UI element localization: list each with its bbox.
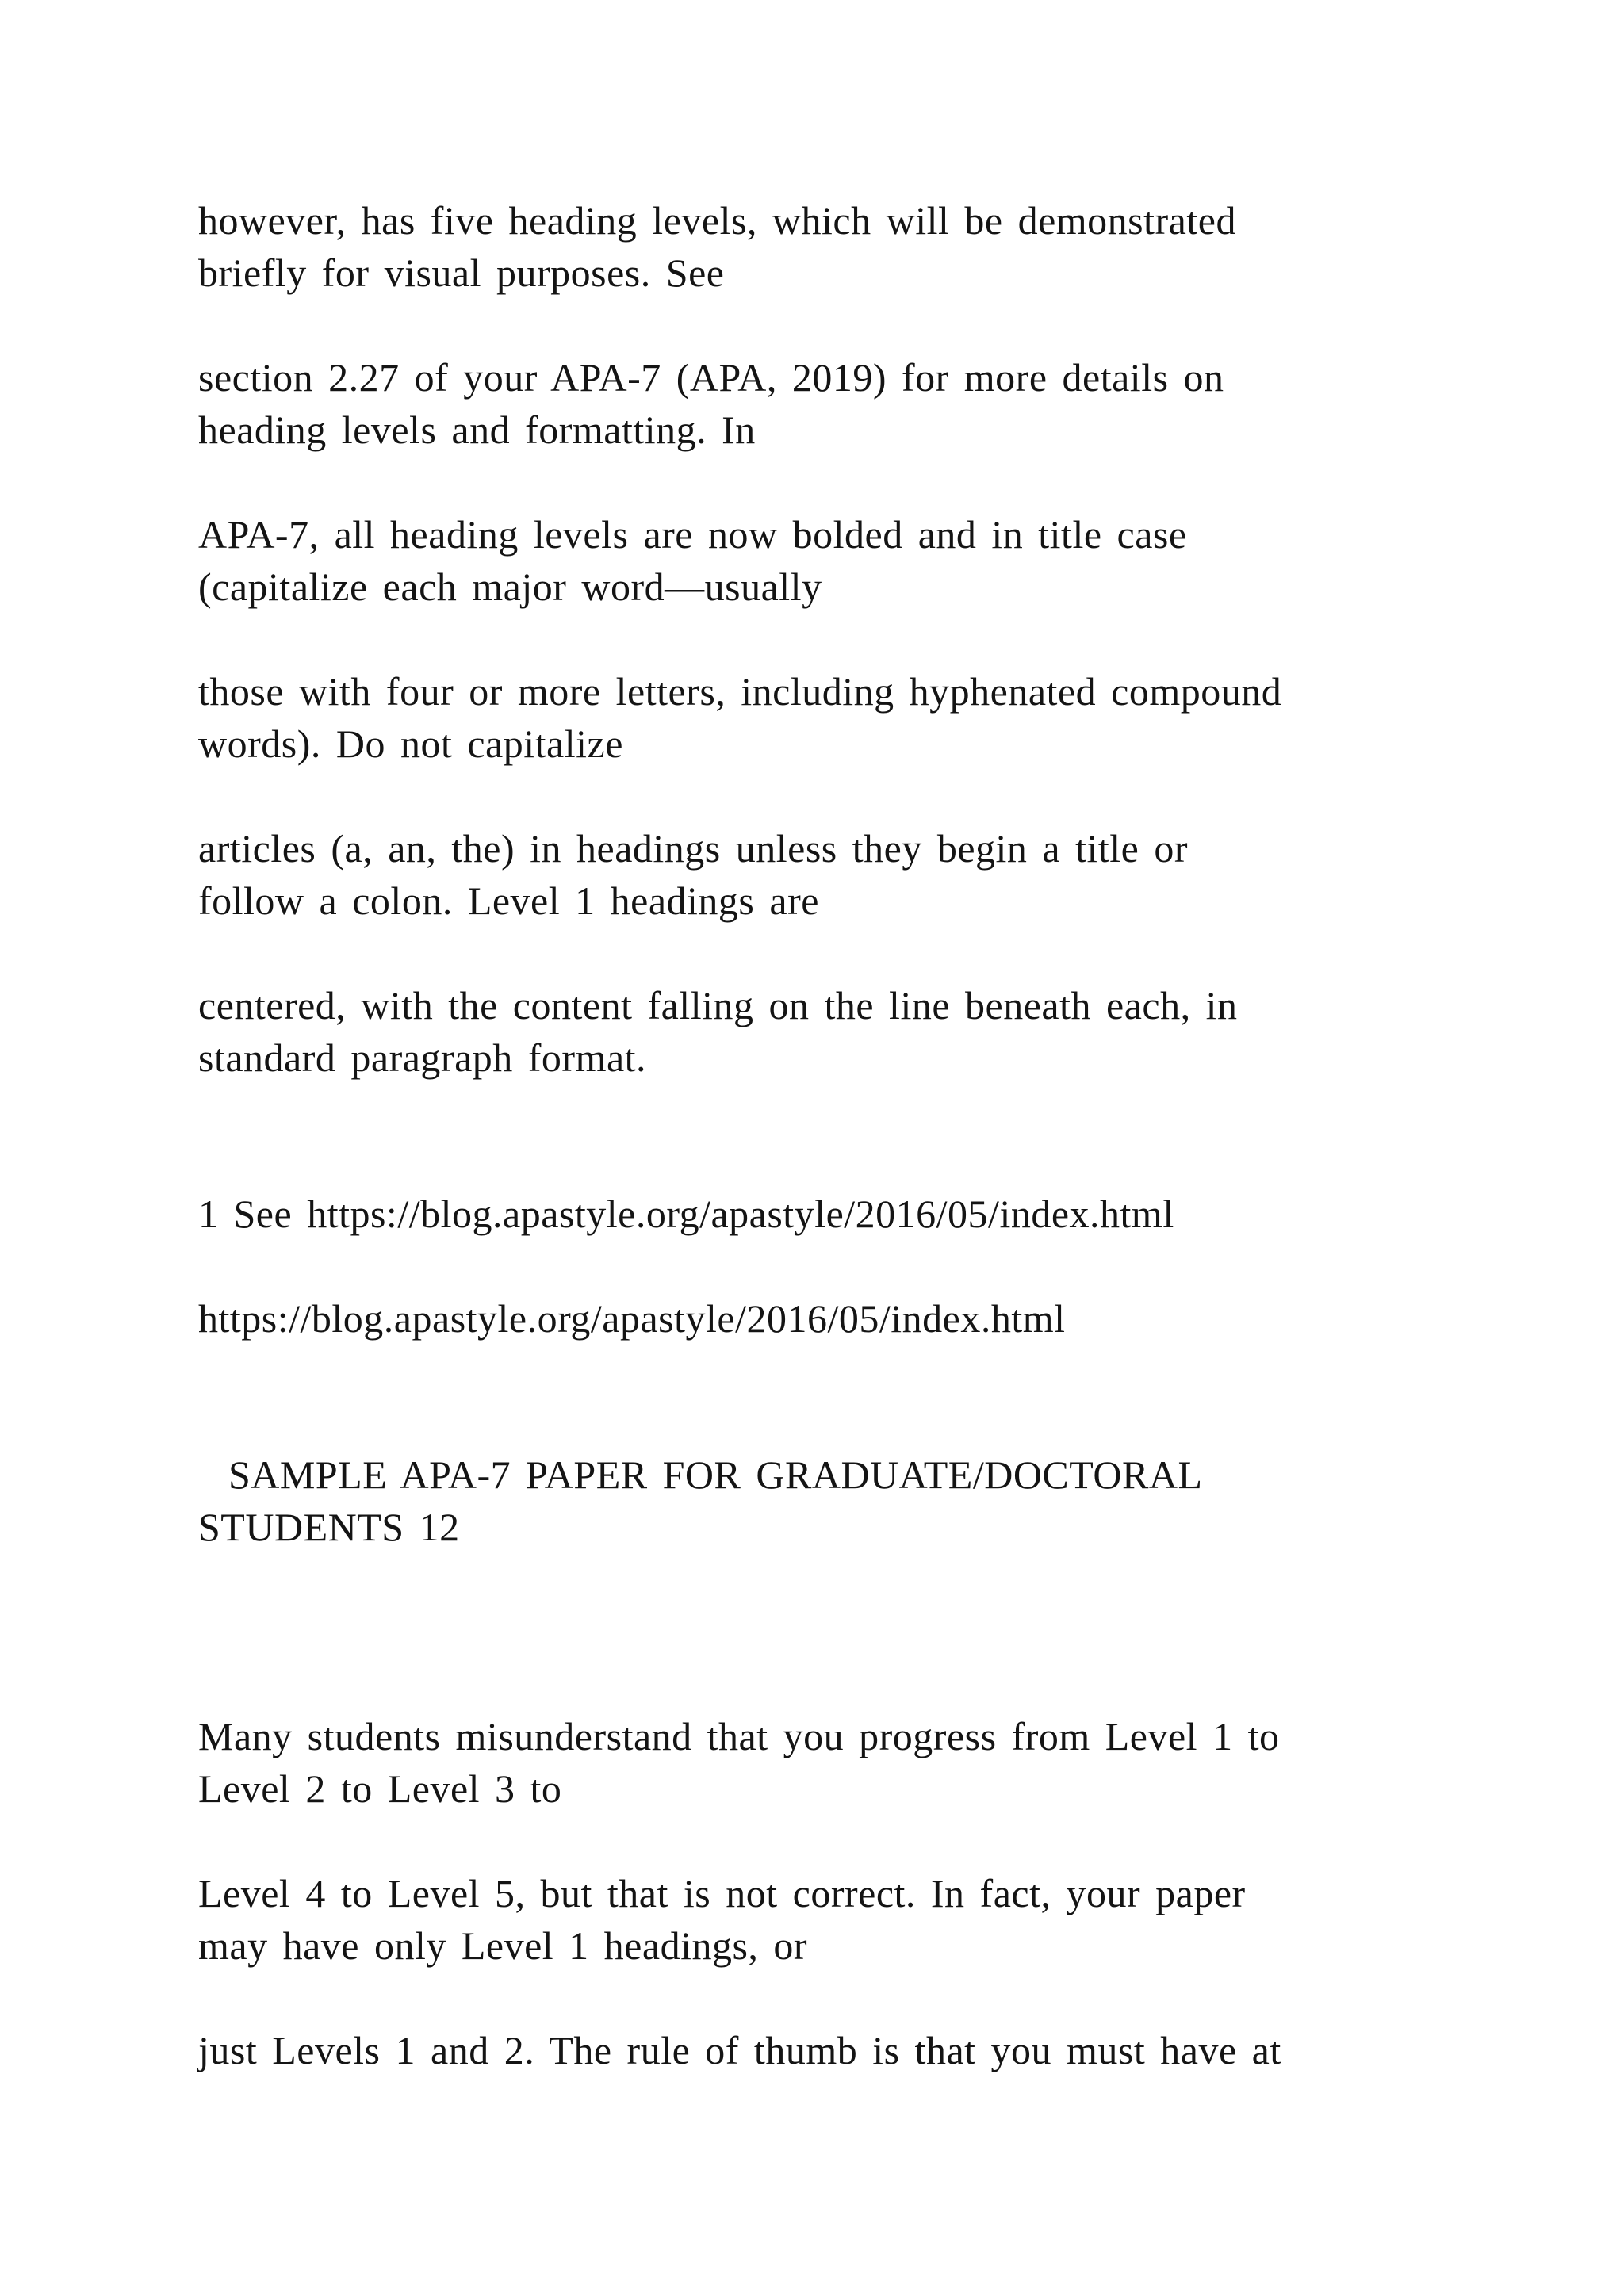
paragraph-7-line-2: Level 2 to Level 3 to [198, 1766, 562, 1811]
paragraph-6-line-2: standard paragraph format. [198, 1035, 647, 1080]
running-head-line-1: SAMPLE APA-7 PAPER FOR GRADUATE/DOCTORAL [198, 1452, 1203, 1497]
running-head-line-2: STUDENTS 12 [198, 1505, 460, 1549]
paragraph-8-line-2: may have only Level 1 headings, or [198, 1923, 808, 1968]
paragraph-5-line-1: articles (a, an, the) in headings unless they begin a title or [198, 826, 1189, 871]
paragraph-3-line-1: APA-7, all heading levels are now bolded and in title case [198, 512, 1187, 557]
footnote-text: 1 See https://blog.apastyle.org/apastyle/2016/05/index.html [198, 1192, 1174, 1236]
paragraph-4-line-1: those with four or more letters, including hyphenated compound [198, 669, 1282, 714]
paragraph-1-line-1: however, has five heading levels, which will be demonstrated [198, 198, 1236, 243]
paragraph-3-line-2: (capitalize each major word—usually [198, 564, 822, 609]
paragraph-5-line-2: follow a colon. Level 1 headings are [198, 878, 819, 923]
paragraph-4-line-2: words). Do not capitalize [198, 721, 623, 766]
paragraph-6-line-1: centered, with the content falling on the line beneath each, in [198, 983, 1238, 1027]
footnote-url[interactable]: https://blog.apastyle.org/apastyle/2016/05/index.html [198, 1296, 1066, 1341]
paragraph-2-line-2: heading levels and formatting. In [198, 408, 756, 452]
paragraph-8-line-1: Level 4 to Level 5, but that is not correct. In fact, your paper [198, 1871, 1246, 1915]
paragraph-7-line-1: Many students misunderstand that you progress from Level 1 to [198, 1714, 1280, 1758]
paragraph-1-line-2: briefly for visual purposes. See [198, 251, 725, 295]
paragraph-2-line-1: section 2.27 of your APA-7 (APA, 2019) for more details on [198, 355, 1224, 400]
paragraph-9-line-1: just Levels 1 and 2. The rule of thumb is that you must have at [198, 2028, 1281, 2072]
